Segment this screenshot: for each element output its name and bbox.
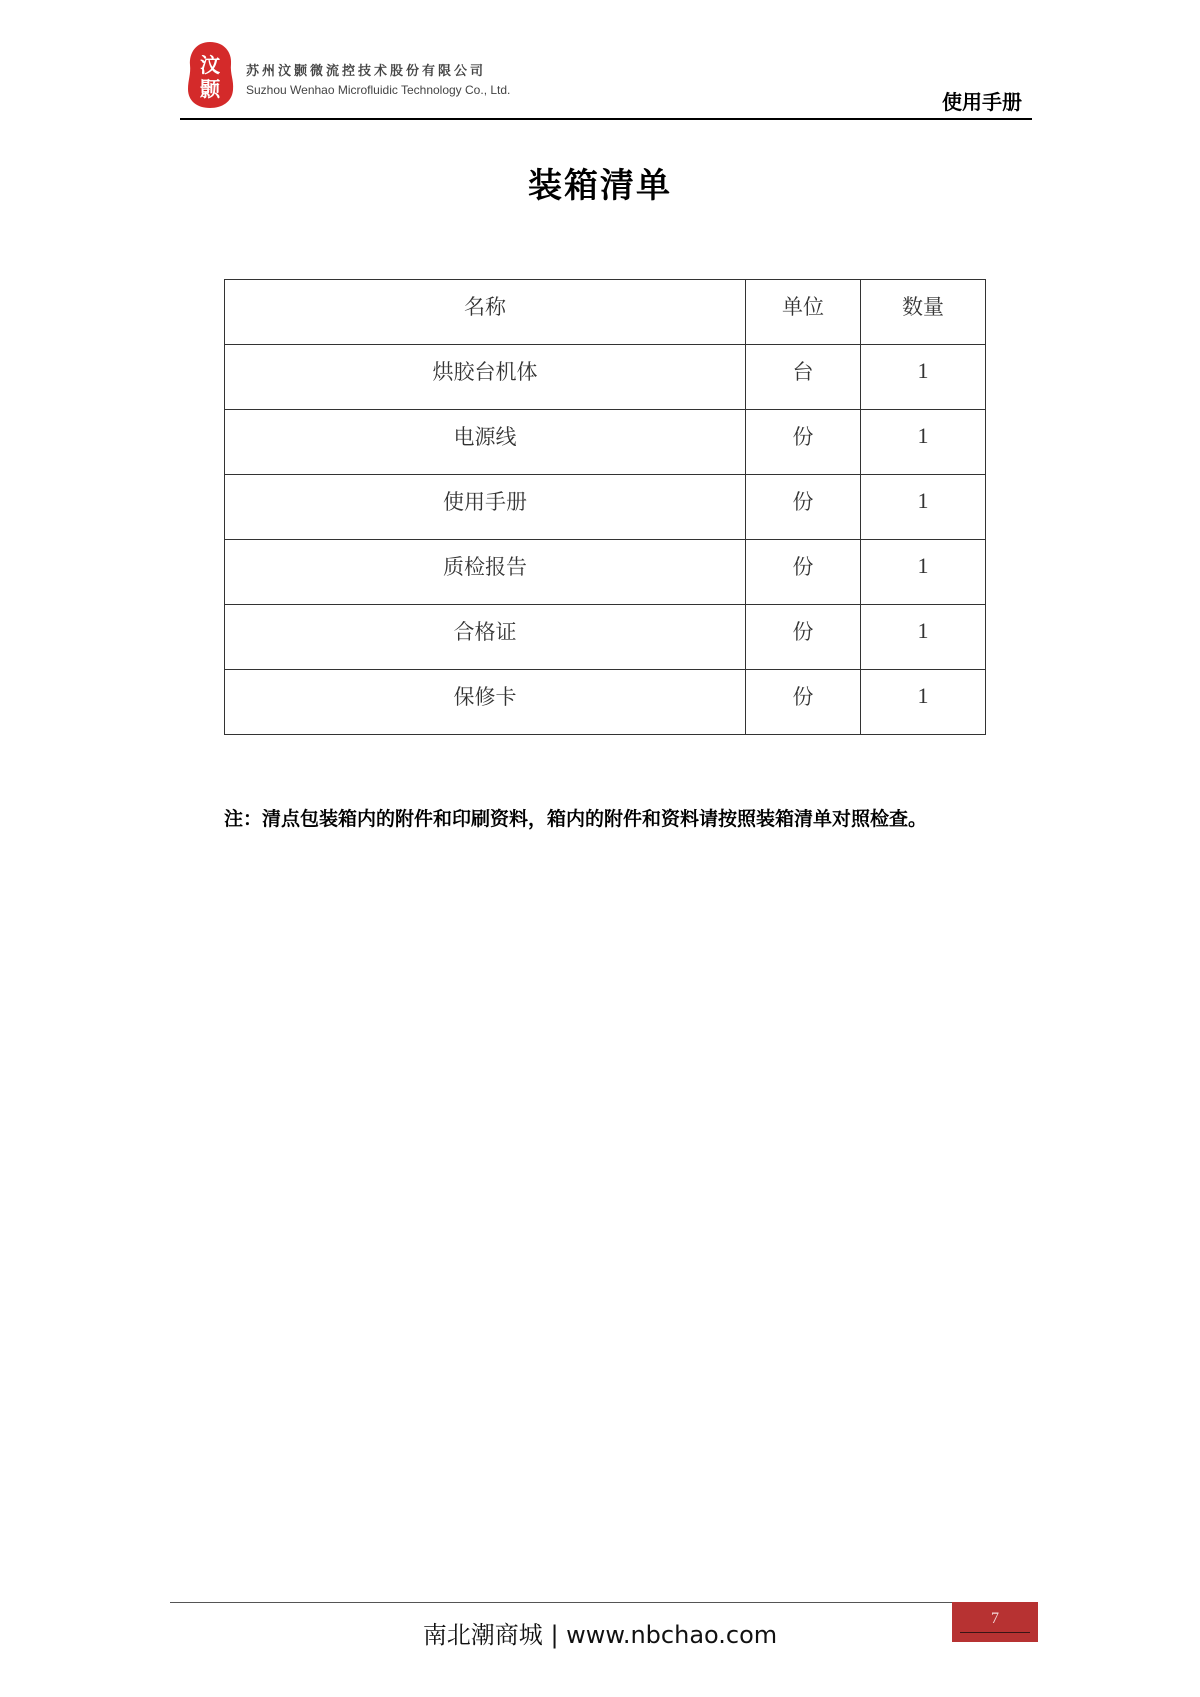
table-row bbox=[225, 410, 986, 475]
cell-unit: 份 bbox=[746, 670, 861, 735]
cell-qty: 1 bbox=[861, 410, 986, 475]
page-header bbox=[180, 36, 1032, 120]
header-name: 名称 bbox=[225, 280, 746, 345]
cell-name: 保修卡 bbox=[225, 670, 746, 735]
cell-qty: 1 bbox=[861, 540, 986, 605]
cell-unit: 份 bbox=[746, 410, 861, 475]
cell-name: 质检报告 bbox=[225, 540, 746, 605]
company-logo-seal-icon bbox=[184, 40, 236, 110]
company-name-block bbox=[246, 60, 510, 97]
company-name-cn: 苏州汶颢微流控技术股份有限公司 bbox=[246, 64, 487, 79]
cell-name: 电源线 bbox=[225, 410, 746, 475]
cell-name: 使用手册 bbox=[225, 475, 746, 540]
page-title: 装箱清单 bbox=[528, 166, 672, 206]
table-row bbox=[225, 475, 986, 540]
page-number-box bbox=[952, 1602, 1038, 1642]
cell-unit: 台 bbox=[746, 345, 861, 410]
document-type-label: 使用手册 bbox=[942, 90, 1022, 114]
cell-name: 合格证 bbox=[225, 605, 746, 670]
table-row bbox=[225, 670, 986, 735]
cell-name: 烘胶台机体 bbox=[225, 345, 746, 410]
table-row bbox=[225, 605, 986, 670]
cell-qty: 1 bbox=[861, 670, 986, 735]
footer-site-link[interactable]: 南北潮商城 | www.nbchao.com bbox=[422, 1621, 778, 1649]
cell-unit: 份 bbox=[746, 475, 861, 540]
svg-text:汶: 汶 bbox=[200, 53, 220, 77]
cell-qty: 1 bbox=[861, 475, 986, 540]
header-unit: 单位 bbox=[746, 280, 861, 345]
footer-divider bbox=[170, 1602, 952, 1603]
page-number: 7 bbox=[991, 1610, 999, 1627]
page-number-underline bbox=[960, 1632, 1030, 1633]
company-name-en: Suzhou Wenhao Microfluidic Technology Co., Ltd. bbox=[246, 83, 511, 97]
packing-note: 注：清点包装箱内的附件和印刷资料，箱内的附件和资料请按照装箱清单对照检查。 bbox=[224, 808, 928, 830]
cell-unit: 份 bbox=[746, 540, 861, 605]
header-qty: 数量 bbox=[861, 280, 986, 345]
table-header-row bbox=[225, 280, 986, 345]
cell-qty: 1 bbox=[861, 345, 986, 410]
packing-list-table bbox=[224, 279, 986, 735]
cell-unit: 份 bbox=[746, 605, 861, 670]
table-row bbox=[225, 345, 986, 410]
svg-text:颢: 颢 bbox=[200, 77, 220, 101]
cell-qty: 1 bbox=[861, 605, 986, 670]
table-row bbox=[225, 540, 986, 605]
